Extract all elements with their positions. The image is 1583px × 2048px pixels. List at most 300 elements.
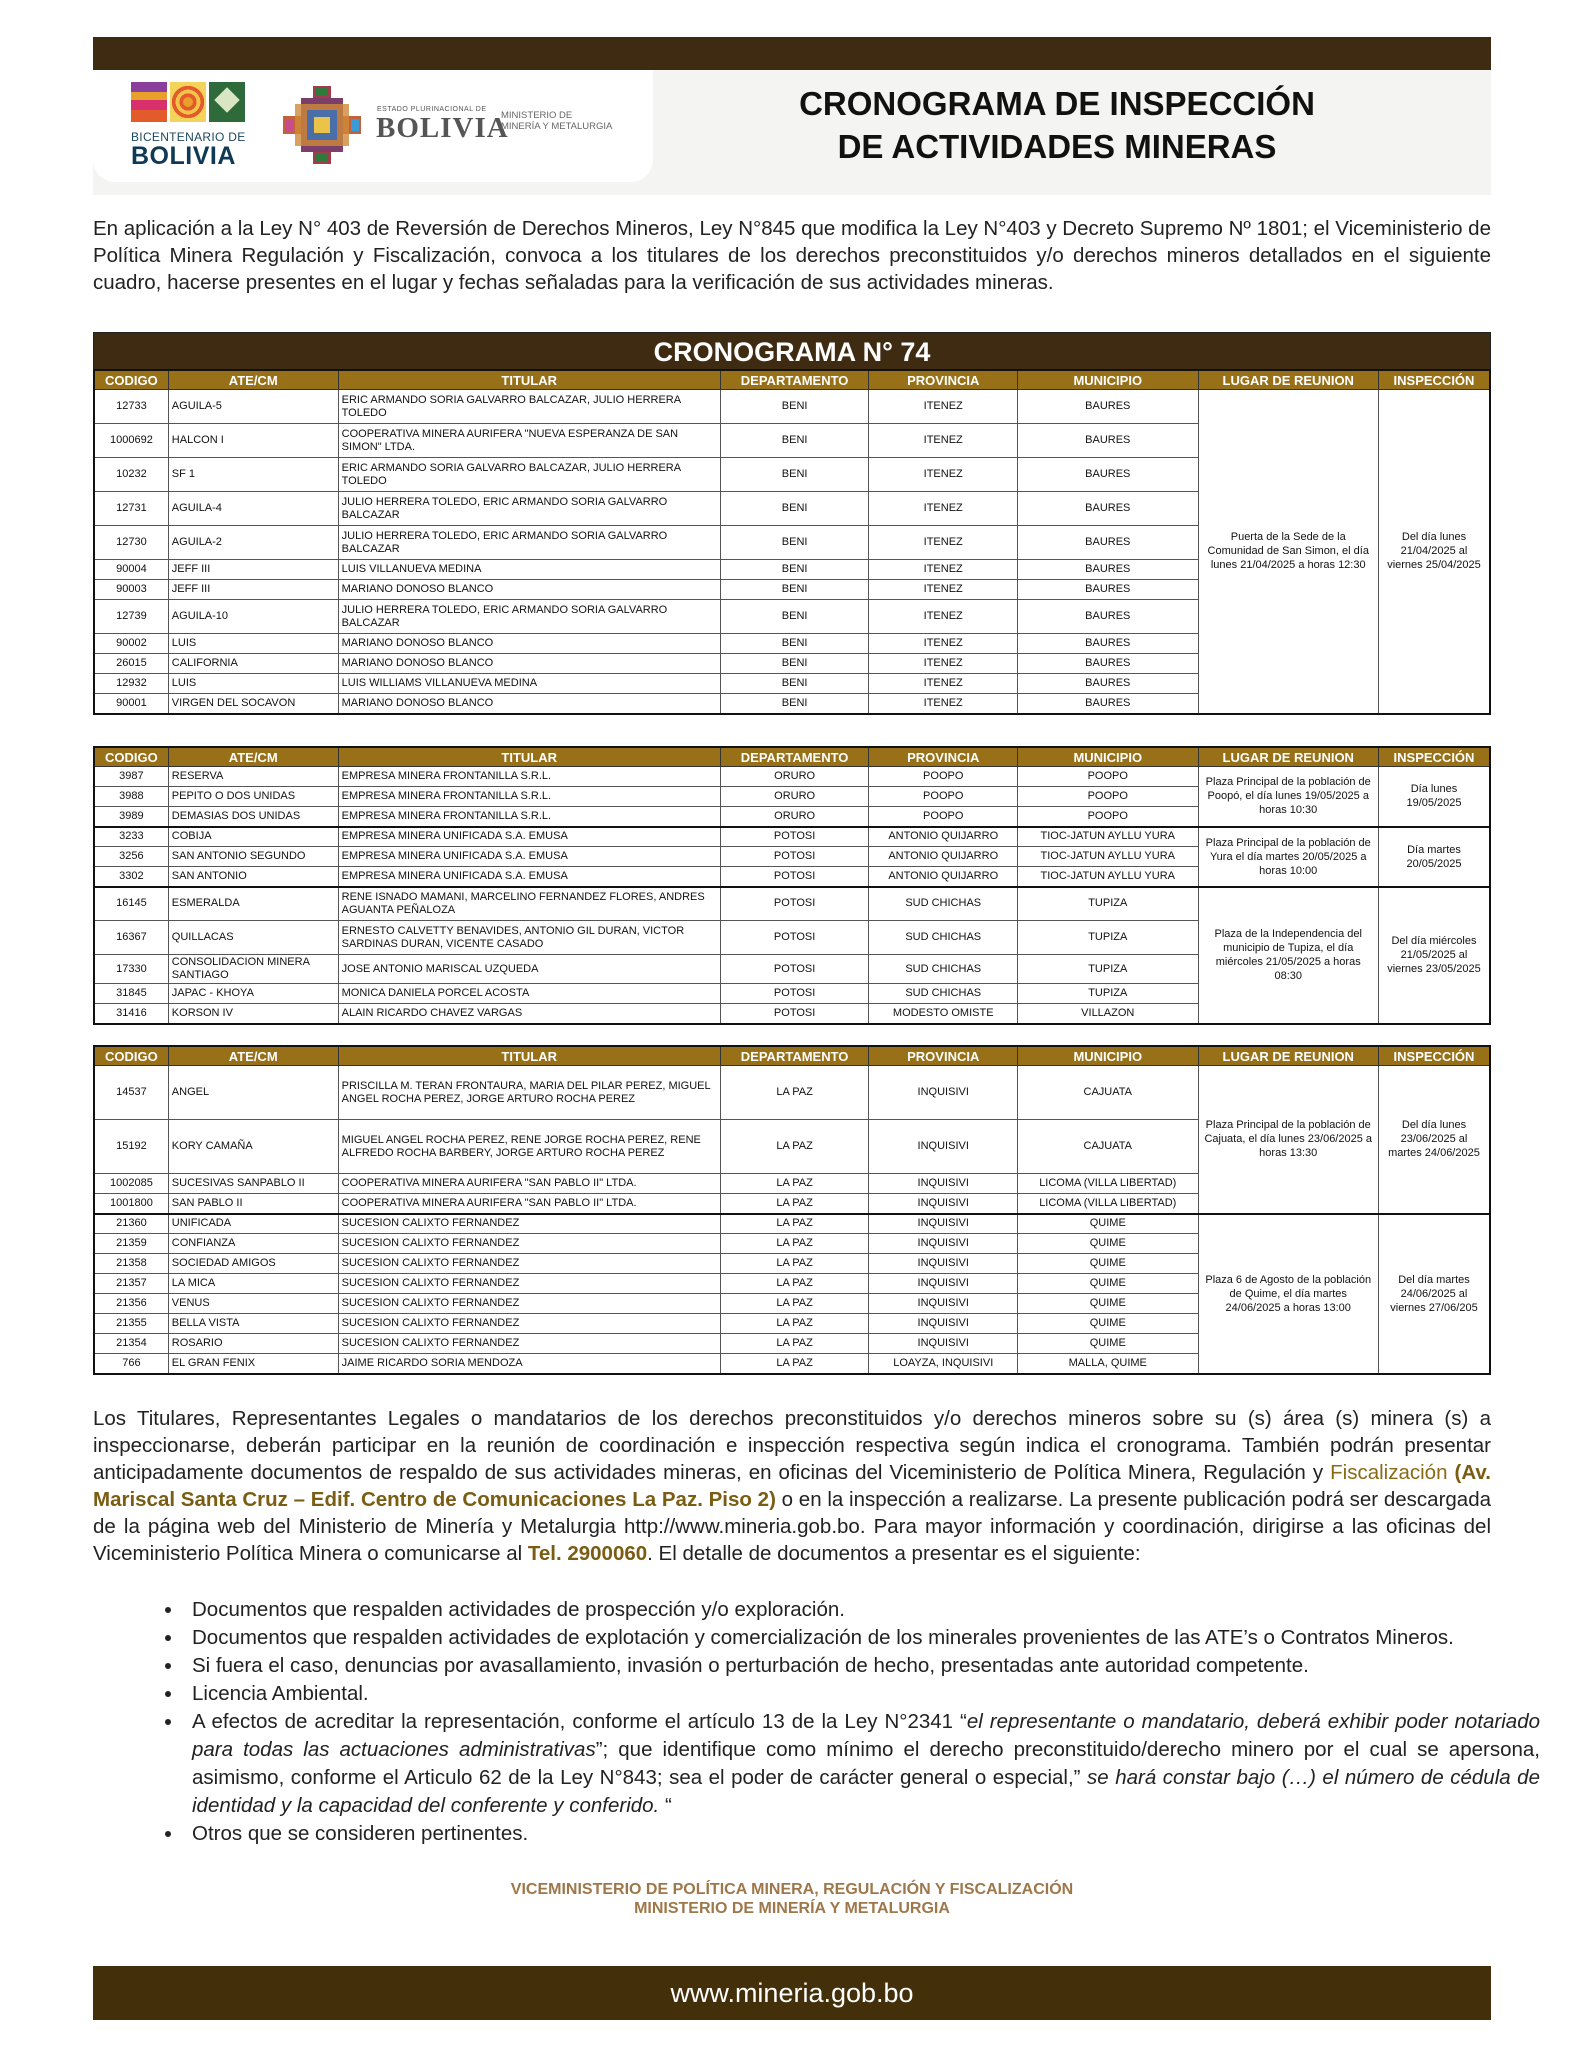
municipio-cell: TUPIZA [1018,921,1198,955]
departamento-cell: POTOSI [720,984,869,1004]
departamento-cell: LA PAZ [720,1214,869,1234]
bolivia-wordmark: BOLIVIA [376,112,509,144]
column-header: DEPARTAMENTO [720,370,869,390]
codigo-cell: 12932 [94,674,168,694]
column-header: MUNICIPIO [1018,1046,1198,1066]
municipio-cell: LICOMA (VILLA LIBERTAD) [1018,1194,1198,1214]
titular-cell: EMPRESA MINERA UNIFICADA S.A. EMUSA [338,827,720,847]
titular-cell: SUCESION CALIXTO FERNANDEZ [338,1334,720,1354]
footer-bar [93,1966,1491,2020]
lugar-de-reunion-cell: Plaza 6 de Agosto de la población de Quime, el día martes 24/06/2025 a horas 13:00 [1198,1214,1378,1374]
ate-cell: ESMERALDA [168,887,338,921]
codigo-cell: 3989 [94,807,168,827]
codigo-cell: 1000692 [94,424,168,458]
column-header: CODIGO [94,370,168,390]
departamento-cell: LA PAZ [720,1294,869,1314]
inspeccion-cell: Del día lunes 21/04/2025 al viernes 25/04/2025 [1378,390,1490,714]
provincia-cell: INQUISIVI [869,1314,1018,1334]
closing-paragraph [93,1405,1491,1567]
titular-cell: EMPRESA MINERA FRONTANILLA S.R.L. [338,787,720,807]
bicentenario-logo [131,82,249,168]
ate-cell: ROSARIO [168,1334,338,1354]
provincia-cell: INQUISIVI [869,1194,1018,1214]
column-header: ATE/CM [168,1046,338,1066]
schedule-table-beni [93,369,1491,715]
titular-cell: COOPERATIVA MINERA AURIFERA "NUEVA ESPERANZA DE SAN SIMON" LTDA. [338,424,720,458]
ate-cell: QUILLACAS [168,921,338,955]
ate-cell: DEMASIAS DOS UNIDAS [168,807,338,827]
provincia-cell: INQUISIVI [869,1120,1018,1174]
titular-cell: SUCESION CALIXTO FERNANDEZ [338,1234,720,1254]
ate-cell: VENUS [168,1294,338,1314]
departamento-cell: LA PAZ [720,1234,869,1254]
table-row [94,1066,1490,1120]
municipio-cell: LICOMA (VILLA LIBERTAD) [1018,1174,1198,1194]
ate-cell: ANGEL [168,1066,338,1120]
departamento-cell: ORURO [720,787,869,807]
titular-cell: PRISCILLA M. TERAN FRONTAURA, MARIA DEL PILAR PEREZ, MIGUEL ANGEL ROCHA PEREZ, JORGE ARTURO ROCHA PEREZ [338,1066,720,1120]
codigo-cell: 90001 [94,694,168,714]
municipio-cell: BAURES [1018,526,1198,560]
provincia-cell: ANTONIO QUIJARRO [869,827,1018,847]
municipio-cell: TIOC-JATUN AYLLU YURA [1018,867,1198,887]
municipio-cell: BAURES [1018,424,1198,458]
codigo-cell: 17330 [94,955,168,984]
codigo-cell: 90002 [94,634,168,654]
codigo-cell: 31845 [94,984,168,1004]
titular-cell: COOPERATIVA MINERA AURIFERA "SAN PABLO II" LTDA. [338,1174,720,1194]
departamento-cell: LA PAZ [720,1274,869,1294]
ate-cell: EL GRAN FENIX [168,1354,338,1374]
departamento-cell: BENI [720,600,869,634]
column-header: LUGAR DE REUNION [1198,1046,1378,1066]
codigo-cell: 21358 [94,1254,168,1274]
titular-cell: MARIANO DONOSO BLANCO [338,580,720,600]
municipio-cell: BAURES [1018,560,1198,580]
provincia-cell: SUD CHICHAS [869,955,1018,984]
municipio-cell: QUIME [1018,1334,1198,1354]
column-header: ATE/CM [168,370,338,390]
titular-cell: ERIC ARMANDO SORIA GALVARRO BALCAZAR, JULIO HERRERA TOLEDO [338,390,720,424]
provincia-cell: SUD CHICHAS [869,984,1018,1004]
column-header: INSPECCIÓN [1378,1046,1490,1066]
codigo-cell: 12731 [94,492,168,526]
departamento-cell: BENI [720,654,869,674]
column-header: INSPECCIÓN [1378,370,1490,390]
document-item: • Licencia Ambiental. [184,1680,1540,1708]
codigo-cell: 1001800 [94,1194,168,1214]
table-header-row [94,370,1490,390]
codigo-cell: 12739 [94,600,168,634]
inspeccion-cell: Día lunes 19/05/2025 [1378,767,1490,827]
departamento-cell: BENI [720,580,869,600]
footer-org-line-2: MINISTERIO DE MINERÍA Y METALURGIA [634,1900,950,1917]
ate-cell: LUIS [168,674,338,694]
titular-cell: ERNESTO CALVETTY BENAVIDES, ANTONIO GIL DURAN, VICTOR SARDINAS DURAN, VICENTE CASADO [338,921,720,955]
municipio-cell: POOPO [1018,767,1198,787]
column-header: TITULAR [338,747,720,767]
bicentenario-label: BICENTENARIO DE [131,130,246,144]
closing-text-1: Los Titulares, Representantes Legales o mandatarios de los derechos preconstituidos y/o derechos mineros sobre su (s) área (s) minera (s) a inspeccionarse, deberán participar en la reunión de coordinación e inspección respectiva según indica el cronograma. También podrán presentar anticipadamente documentos de respaldo de sus actividades mineras, en oficinas del Viceministerio de Política Minera, Regulación y [93,1407,1491,1484]
ate-cell: CALIFORNIA [168,654,338,674]
municipio-cell: TUPIZA [1018,984,1198,1004]
ate-cell: HALCON I [168,424,338,458]
provincia-cell: ITENEZ [869,492,1018,526]
column-header: LUGAR DE REUNION [1198,747,1378,767]
departamento-cell: BENI [720,674,869,694]
provincia-cell: ITENEZ [869,458,1018,492]
column-header: LUGAR DE REUNION [1198,370,1378,390]
departamento-cell: ORURO [720,767,869,787]
municipio-cell: TIOC-JATUN AYLLU YURA [1018,847,1198,867]
title-line-1: CRONOGRAMA DE INSPECCIÓN [799,85,1315,122]
ate-cell: AGUILA-2 [168,526,338,560]
titular-cell: MIGUEL ANGEL ROCHA PEREZ, RENE JORGE ROCHA PEREZ, RENE ALFREDO ROCHA BARBERY, JORGE ARTURO ROCHA PEREZ [338,1120,720,1174]
titular-cell: COOPERATIVA MINERA AURIFERA "SAN PABLO II" LTDA. [338,1194,720,1214]
column-header: TITULAR [338,1046,720,1066]
provincia-cell: ITENEZ [869,674,1018,694]
column-header: MUNICIPIO [1018,370,1198,390]
departamento-cell: LA PAZ [720,1354,869,1374]
municipio-cell: BAURES [1018,674,1198,694]
titular-cell: MARIANO DONOSO BLANCO [338,654,720,674]
rep-text-a: A efectos de acreditar la representación, conforme el artículo 13 de la Ley N°2341 “ [192,1710,967,1733]
provincia-cell: INQUISIVI [869,1274,1018,1294]
column-header: INSPECCIÓN [1378,747,1490,767]
phone-number: Tel. 2900060 [527,1542,648,1565]
document-title [623,82,1491,168]
ate-cell: SAN PABLO II [168,1194,338,1214]
lugar-de-reunion-cell: Plaza de la Independencia del municipio de Tupiza, el día miércoles 21/05/2025 a horas 08:30 [1198,887,1378,1024]
diamond-tile-icon [209,82,245,122]
municipio-cell: QUIME [1018,1254,1198,1274]
codigo-cell: 766 [94,1354,168,1374]
ate-cell: COBIJA [168,827,338,847]
document-item: • Documentos que respalden actividades de explotación y comercialización de los minerales provenientes de las ATE’s o Contratos Mineros. [184,1624,1540,1652]
codigo-cell: 10232 [94,458,168,492]
codigo-cell: 90003 [94,580,168,600]
codigo-cell: 21357 [94,1274,168,1294]
ate-cell: SUCESIVAS SANPABLO II [168,1174,338,1194]
departamento-cell: LA PAZ [720,1314,869,1334]
titular-cell: EMPRESA MINERA UNIFICADA S.A. EMUSA [338,867,720,887]
provincia-cell: POOPO [869,807,1018,827]
codigo-cell: 21355 [94,1314,168,1334]
municipio-cell: QUIME [1018,1294,1198,1314]
departamento-cell: LA PAZ [720,1334,869,1354]
codigo-cell: 12730 [94,526,168,560]
provincia-cell: SUD CHICHAS [869,887,1018,921]
chakana-icon [283,86,361,164]
bicentenario-bolivia-label: BOLIVIA [131,142,236,170]
codigo-cell: 16367 [94,921,168,955]
codigo-cell: 31416 [94,1004,168,1024]
ate-cell: AGUILA-4 [168,492,338,526]
ate-cell: AGUILA-5 [168,390,338,424]
ate-cell: UNIFICADA [168,1214,338,1234]
top-brown-bar [93,37,1491,70]
codigo-cell: 21356 [94,1294,168,1314]
provincia-cell: ITENEZ [869,654,1018,674]
provincia-cell: INQUISIVI [869,1334,1018,1354]
departamento-cell: POTOSI [720,867,869,887]
schedule-table-oruro-potosi [93,746,1491,1025]
municipio-cell: QUIME [1018,1214,1198,1234]
office-address: (Av. Mariscal Santa Cruz – Edif. Centro de Comunicaciones La Paz. Piso 2) [93,1461,1491,1511]
provincia-cell: POOPO [869,767,1018,787]
titular-cell: EMPRESA MINERA UNIFICADA S.A. EMUSA [338,847,720,867]
municipio-cell: BAURES [1018,654,1198,674]
provincia-cell: ITENEZ [869,600,1018,634]
inspeccion-cell: Del día miércoles 21/05/2025 al viernes 23/05/2025 [1378,887,1490,1024]
inspeccion-cell: Del día martes 24/06/2025 al viernes 27/06/205 [1378,1214,1490,1374]
ate-cell: SF 1 [168,458,338,492]
table-row [94,767,1490,787]
titular-cell: SUCESION CALIXTO FERNANDEZ [338,1294,720,1314]
page-header [93,70,1491,195]
titular-cell: MARIANO DONOSO BLANCO [338,634,720,654]
provincia-cell: MODESTO OMISTE [869,1004,1018,1024]
codigo-cell: 3302 [94,867,168,887]
ate-cell: SOCIEDAD AMIGOS [168,1254,338,1274]
departamento-cell: BENI [720,424,869,458]
municipio-cell: QUIME [1018,1274,1198,1294]
provincia-cell: ITENEZ [869,580,1018,600]
codigo-cell: 90004 [94,560,168,580]
departamento-cell: LA PAZ [720,1254,869,1274]
municipio-cell: BAURES [1018,390,1198,424]
departamento-cell: POTOSI [720,955,869,984]
ate-cell: LA MICA [168,1274,338,1294]
municipio-cell: TIOC-JATUN AYLLU YURA [1018,827,1198,847]
municipio-cell: BAURES [1018,694,1198,714]
codigo-cell: 15192 [94,1120,168,1174]
provincia-cell: ITENEZ [869,424,1018,458]
titular-cell: JOSE ANTONIO MARISCAL UZQUEDA [338,955,720,984]
ministerio-line-2: MINERÍA Y METALURGIA [501,121,613,132]
table-header-row [94,747,1490,767]
municipio-cell: POOPO [1018,787,1198,807]
lugar-de-reunion-cell: Plaza Principal de la población de Yura el día martes 20/05/2025 a horas 10:00 [1198,827,1378,887]
departamento-cell: BENI [720,560,869,580]
estado-plurinacional-label: ESTADO PLURINACIONAL DE [377,106,487,113]
column-header: CODIGO [94,1046,168,1066]
footer-org-line-1: VICEMINISTERIO DE POLÍTICA MINERA, REGULACIÓN Y FISCALIZACIÓN [510,1881,1074,1898]
ate-cell: VIRGEN DEL SOCAVON [168,694,338,714]
municipio-cell: QUIME [1018,1314,1198,1334]
departamento-cell: POTOSI [720,921,869,955]
provincia-cell: POOPO [869,787,1018,807]
departamento-cell: POTOSI [720,847,869,867]
provincia-cell: INQUISIVI [869,1066,1018,1120]
cronograma-title: CRONOGRAMA N° 74 [93,332,1491,370]
titular-cell: MARIANO DONOSO BLANCO [338,694,720,714]
titular-cell: SUCESION CALIXTO FERNANDEZ [338,1274,720,1294]
table-row [94,887,1490,921]
ate-cell: CONSOLIDACION MINERA SANTIAGO [168,955,338,984]
municipio-cell: BAURES [1018,580,1198,600]
ministerio-line-1: MINISTERIO DE [501,110,573,121]
column-header: ATE/CM [168,747,338,767]
titular-cell: JULIO HERRERA TOLEDO, ERIC ARMANDO SORIA GALVARRO BALCAZAR [338,526,720,560]
titular-cell: EMPRESA MINERA FRONTANILLA S.R.L. [338,807,720,827]
codigo-cell: 12733 [94,390,168,424]
lugar-de-reunion-cell: Plaza Principal de la población de Poopó, el día lunes 19/05/2025 a horas 10:30 [1198,767,1378,827]
titular-cell: SUCESION CALIXTO FERNANDEZ [338,1254,720,1274]
provincia-cell: INQUISIVI [869,1214,1018,1234]
ate-cell: JEFF III [168,580,338,600]
footer-organization [93,1880,1491,1918]
provincia-cell: ITENEZ [869,694,1018,714]
municipio-cell: BAURES [1018,458,1198,492]
ministerio-label [501,110,612,132]
logo-card [93,70,653,182]
municipio-cell: CAJUATA [1018,1120,1198,1174]
departamento-cell: POTOSI [720,1004,869,1024]
municipio-cell: BAURES [1018,600,1198,634]
codigo-cell: 3256 [94,847,168,867]
titular-cell: LUIS VILLANUEVA MEDINA [338,560,720,580]
lugar-de-reunion-cell: Puerta de la Sede de la Comunidad de San Simon, el día lunes 21/04/2025 a horas 12:30 [1198,390,1378,714]
provincia-cell: INQUISIVI [869,1294,1018,1314]
provincia-cell: SUD CHICHAS [869,921,1018,955]
titular-cell: RENE ISNADO MAMANI, MARCELINO FERNANDEZ FLORES, ANDRES AGUANTA PEÑALOZA [338,887,720,921]
titular-cell: EMPRESA MINERA FRONTANILLA S.R.L. [338,767,720,787]
column-header: PROVINCIA [869,747,1018,767]
municipio-cell: VILLAZON [1018,1004,1198,1024]
titular-cell: ALAIN RICARDO CHAVEZ VARGAS [338,1004,720,1024]
titular-cell: JAIME RICARDO SORIA MENDOZA [338,1354,720,1374]
intro-paragraph: En aplicación a la Ley N° 403 de Reversión de Derechos Mineros, Ley N°845 que modifica la Ley N°403 y Decreto Supremo Nº 1801; el Viceministerio de Política Minera Regulación y Fiscalización, convoca a los titulares de los derechos preconstituidos y/o derechos mineros detallados en el siguiente cuadro, hacerse presentes en el lugar y fechas señaladas para la verificación de sus actividades mineras. [93,217,1491,294]
municipio-cell: TUPIZA [1018,887,1198,921]
bicentenario-tile-icon [131,82,167,122]
codigo-cell: 16145 [94,887,168,921]
departamento-cell: LA PAZ [720,1066,869,1120]
inspeccion-cell: Día martes 20/05/2025 [1378,827,1490,887]
municipio-cell: MALLA, QUIME [1018,1354,1198,1374]
codigo-cell: 26015 [94,654,168,674]
departamento-cell: BENI [720,634,869,654]
provincia-cell: ANTONIO QUIJARRO [869,867,1018,887]
provincia-cell: INQUISIVI [869,1254,1018,1274]
column-header: PROVINCIA [869,1046,1018,1066]
departamento-cell: LA PAZ [720,1194,869,1214]
ate-cell: RESERVA [168,767,338,787]
column-header: DEPARTAMENTO [720,1046,869,1066]
codigo-cell: 21359 [94,1234,168,1254]
titular-cell: ERIC ARMANDO SORIA GALVARRO BALCAZAR, JULIO HERRERA TOLEDO [338,458,720,492]
ate-cell: JAPAC - KHOYA [168,984,338,1004]
titular-cell: LUIS WILLIAMS VILLANUEVA MEDINA [338,674,720,694]
column-header: CODIGO [94,747,168,767]
rep-text-c: ”; que identifique como mínimo el derecho preconstituido/derecho minero por el cual se apersona, asimismo, conforme el Articulo 62 de la Ley N°843; sea el poder de carácter general o especial,” [192,1738,1540,1789]
rep-quote-1: el representante o mandatario, deberá exhibir poder notariado para todas las actuaciones administrativas [192,1710,1540,1761]
codigo-cell: 21360 [94,1214,168,1234]
municipio-cell: BAURES [1018,634,1198,654]
ate-cell: CONFIANZA [168,1234,338,1254]
document-item: • Documentos que respalden actividades de prospección y/o exploración. [184,1596,1540,1624]
document-item: • Otros que se consideren pertinentes. [184,1820,1540,1848]
codigo-cell: 3987 [94,767,168,787]
schedule-table-la-paz [93,1045,1491,1375]
municipio-cell: BAURES [1018,492,1198,526]
ate-cell: BELLA VISTA [168,1314,338,1334]
departamento-cell: BENI [720,526,869,560]
lugar-de-reunion-cell: Plaza Principal de la población de Cajuata, el día lunes 23/06/2025 a horas 13:30 [1198,1066,1378,1214]
titular-cell: JULIO HERRERA TOLEDO, ERIC ARMANDO SORIA GALVARRO BALCAZAR [338,492,720,526]
provincia-cell: ITENEZ [869,634,1018,654]
ate-cell: PEPITO O DOS UNIDAS [168,787,338,807]
ate-cell: AGUILA-10 [168,600,338,634]
title-line-2: DE ACTIVIDADES MINERAS [837,128,1277,165]
website-link[interactable]: www.mineria.gob.bo [670,1978,914,2008]
provincia-cell: ITENEZ [869,560,1018,580]
table-row [94,1214,1490,1234]
codigo-cell: 3233 [94,827,168,847]
departamento-cell: BENI [720,390,869,424]
titular-cell: MONICA DANIELA PORCEL ACOSTA [338,984,720,1004]
spiral-tile-icon [170,82,206,122]
departamento-cell: BENI [720,458,869,492]
departamento-cell: BENI [720,694,869,714]
ate-cell: KORSON IV [168,1004,338,1024]
column-header: DEPARTAMENTO [720,747,869,767]
municipio-cell: QUIME [1018,1234,1198,1254]
rep-text-e: “ [659,1794,672,1817]
column-header: MUNICIPIO [1018,747,1198,767]
codigo-cell: 21354 [94,1334,168,1354]
inspeccion-cell: Del día lunes 23/06/2025 al martes 24/06/2025 [1378,1066,1490,1214]
provincia-cell: ITENEZ [869,526,1018,560]
codigo-cell: 14537 [94,1066,168,1120]
departamento-cell: LA PAZ [720,1120,869,1174]
rep-quote-2: se hará constar bajo (…) el número de cédula de identidad y la capacidad del conferente y conferido. [192,1766,1540,1817]
document-item-representation [184,1708,1540,1820]
table-header-row [94,1046,1490,1066]
codigo-cell: 3988 [94,787,168,807]
ate-cell: JEFF III [168,560,338,580]
column-header: PROVINCIA [869,370,1018,390]
departamento-cell: ORURO [720,807,869,827]
ate-cell: SAN ANTONIO [168,867,338,887]
column-header: TITULAR [338,370,720,390]
closing-text-3: . El detalle de documentos a presentar es el siguiente: [647,1542,1141,1565]
departamento-cell: POTOSI [720,887,869,921]
provincia-cell: INQUISIVI [869,1234,1018,1254]
municipio-cell: POOPO [1018,807,1198,827]
table-row [94,827,1490,847]
document-item: • Si fuera el caso, denuncias por avasallamiento, invasión o perturbación de hecho, presentadas ante autoridad competente. [184,1652,1540,1680]
required-documents-list [135,1596,1540,1848]
provincia-cell: INQUISIVI [869,1174,1018,1194]
departamento-cell: POTOSI [720,827,869,847]
titular-cell: JULIO HERRERA TOLEDO, ERIC ARMANDO SORIA GALVARRO BALCAZAR [338,600,720,634]
closing-text-2: o en la inspección a realizarse. La presente publicación podrá ser descargada de la página web del Ministerio de Minería y Metalurgia http://www.mineria.gob.bo. Para mayor información y coordinación, dirigirse a las oficinas del Viceministerio Política Minera o comunicarse al [93,1488,1491,1565]
provincia-cell: ITENEZ [869,390,1018,424]
departamento-cell: BENI [720,492,869,526]
codigo-cell: 1002085 [94,1174,168,1194]
fiscalizacion-text: Fiscalización [1330,1461,1448,1484]
departamento-cell: LA PAZ [720,1174,869,1194]
titular-cell: SUCESION CALIXTO FERNANDEZ [338,1314,720,1334]
ate-cell: LUIS [168,634,338,654]
ate-cell: SAN ANTONIO SEGUNDO [168,847,338,867]
titular-cell: SUCESION CALIXTO FERNANDEZ [338,1214,720,1234]
municipio-cell: TUPIZA [1018,955,1198,984]
provincia-cell: ANTONIO QUIJARRO [869,847,1018,867]
provincia-cell: LOAYZA, INQUISIVI [869,1354,1018,1374]
table-row [94,390,1490,424]
